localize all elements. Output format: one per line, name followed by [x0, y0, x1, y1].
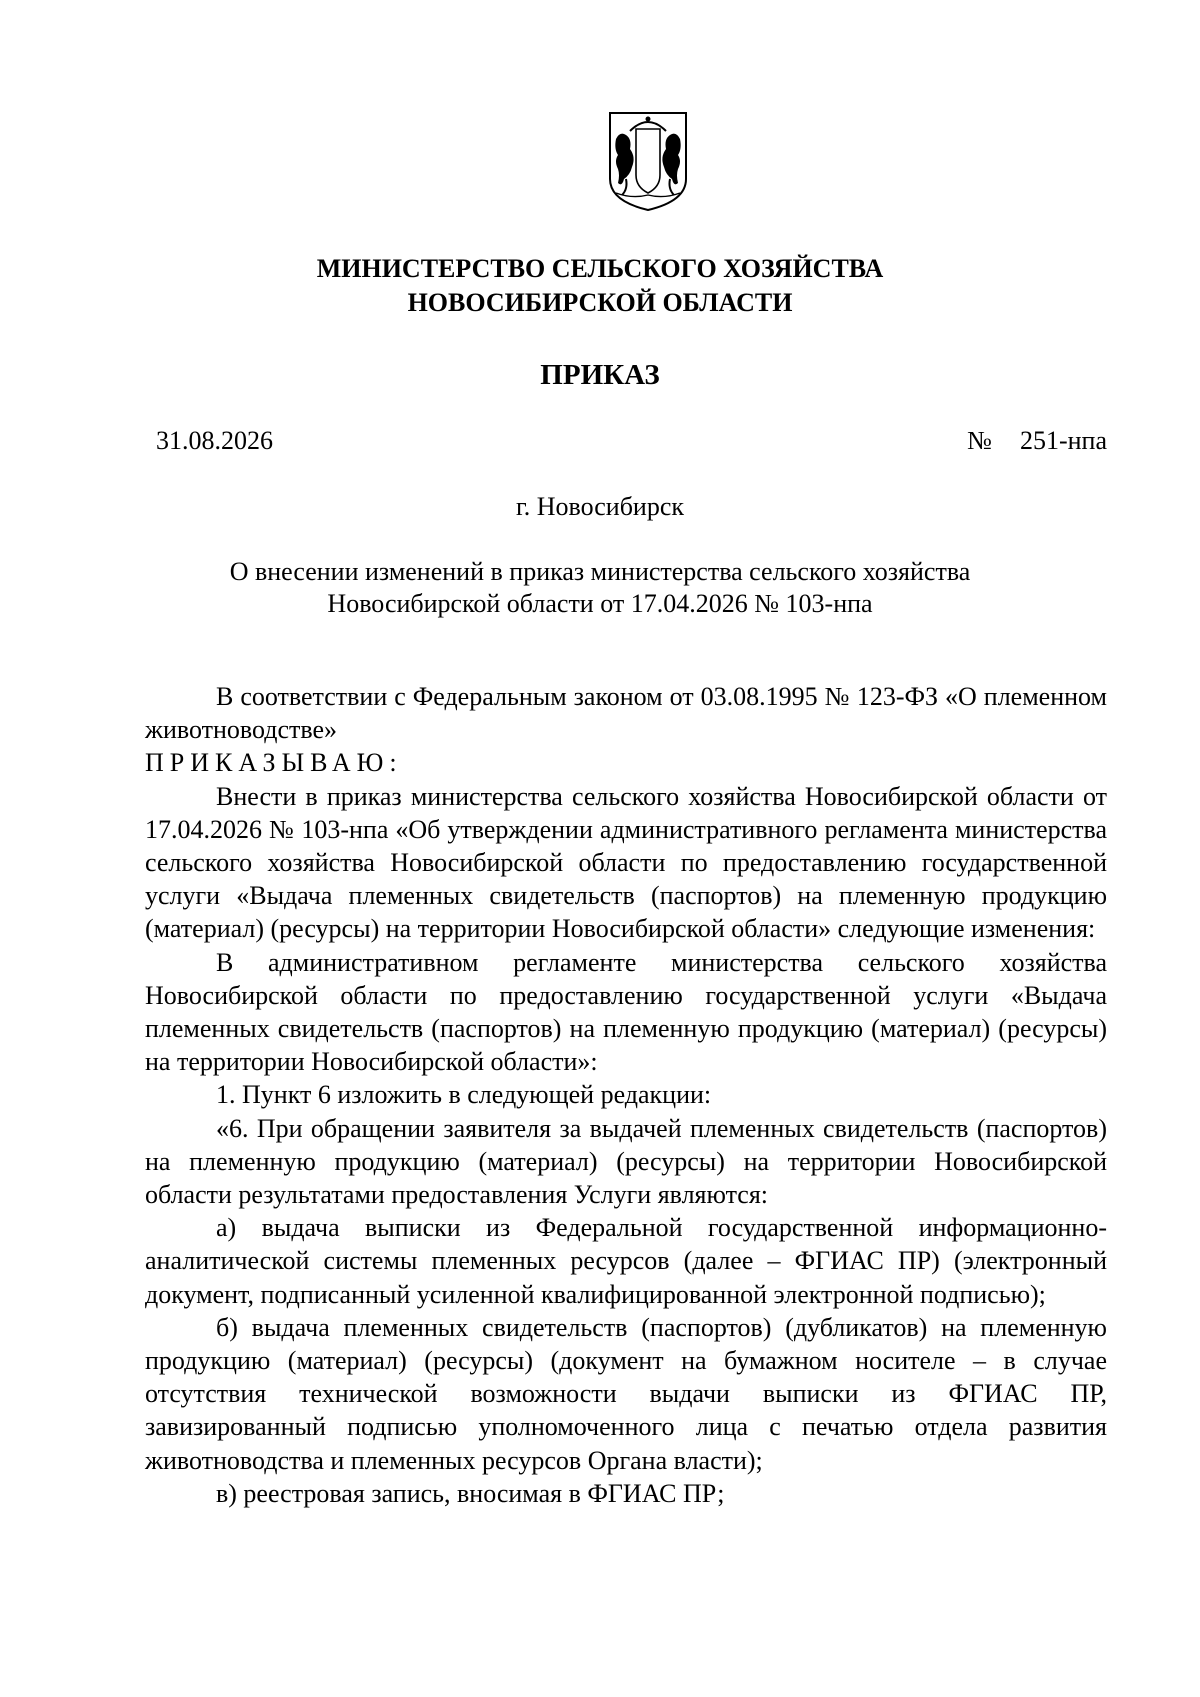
- order-word: ПРИКАЗЫВАЮ:: [145, 748, 403, 778]
- subject-line2: Новосибирской области от 17.04.2026 № 103-нпа: [327, 589, 873, 618]
- document-body: [145, 680, 1107, 1510]
- document-number: [967, 425, 1107, 457]
- number-sign: №: [967, 426, 992, 455]
- paragraph-subitem-v: в) реестровая запись, вносимая в ФГИАС ПР;: [216, 1478, 725, 1508]
- city-line: г. Новосибирск: [515, 492, 685, 521]
- number-value: 251-нпа: [1019, 426, 1107, 455]
- paragraph-amendment-intro: Внести в приказ министерства сельского хозяйства Новосибирской области от 17.04.2026 № 103-нпа «Об утверждении административного регламента министерства сельского хозяйства Новосибирской области по предоставлению государственной услуги «Выдача племенных свидетельств (паспортов) на племенную продукцию (материал) (ресурсы) на территории Новосибирской области» следующие изменения:: [145, 781, 1107, 944]
- paragraph-regulation: В административном регламенте министерства сельского хозяйства Новосибирской области по предоставлению государственной услуги «Выдача племенных свидетельств (паспортов) на племенную продукцию (материал) (ресурсы) на территории Новосибирской области»:: [145, 947, 1107, 1077]
- paragraph-subitem-b: б) выдача племенных свидетельств (паспортов) (дубликатов) на племенную продукцию (материал) (ресурсы) (документ на бумажном носителе – в случае отсутствия технической возможности выдачи выписки из ФГИАС ПР, завизированный подписью уполномоченного лица с печатью отдела развития животноводства и племенных ресурсов Органа власти);: [145, 1312, 1107, 1475]
- ministry-name-line2: НОВОСИБИРСКОЙ ОБЛАСТИ: [407, 288, 793, 317]
- paragraph-item-6: «6. При обращении заявителя за выдачей племенных свидетельств (паспортов) на племенную продукцию (материал) (ресурсы) на территории Новосибирской области результатами предоставления Услуги являются:: [145, 1113, 1107, 1210]
- document-type-title: ПРИКАЗ: [540, 359, 660, 391]
- subject-line1: О внесении изменений в приказ министерства сельского хозяйства: [229, 557, 971, 586]
- ministry-name-line1: МИНИСТЕРСТВО СЕЛЬСКОГО ХОЗЯЙСТВА: [316, 254, 884, 283]
- paragraph-legal-basis: В соответствии с Федеральным законом от 03.08.1995 № 123-ФЗ «О племенном животноводстве»: [145, 682, 1107, 745]
- paragraph-subitem-a: а) выдача выписки из Федеральной государственной информационно-аналитической системы племенных ресурсов (далее – ФГИАС ПР) (электронный документ, подписанный усиленной квалифицированной электронной подписью);: [145, 1213, 1107, 1309]
- document-date: 31.08.2026: [156, 426, 273, 455]
- paragraph-item-1: 1. Пункт 6 изложить в следующей редакции:: [216, 1080, 712, 1110]
- coat-of-arms-icon: [606, 109, 690, 213]
